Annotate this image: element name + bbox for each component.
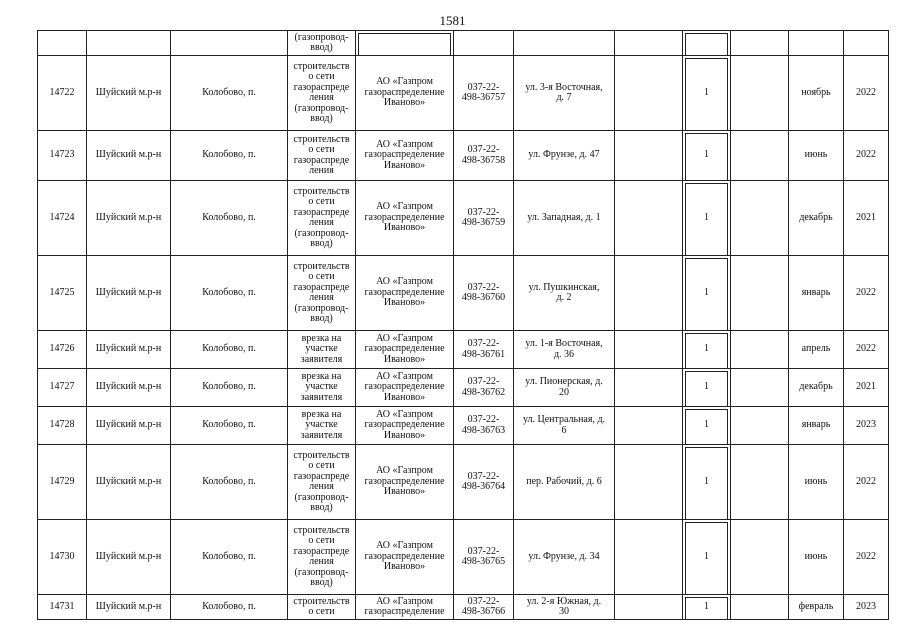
quantity-cell: 1 xyxy=(683,131,731,181)
empty-cell xyxy=(615,56,683,131)
table-row xyxy=(38,407,889,445)
year-cell: 2021 xyxy=(844,369,889,407)
month-cell: ноябрь xyxy=(789,56,844,131)
locality-cell: Колобово, п. xyxy=(171,256,288,331)
code-cell: 037-22- 498-36759 xyxy=(454,181,514,256)
address-cell: ул. Центральная, д. 6 xyxy=(514,407,615,445)
quantity-cell: 1 xyxy=(683,256,731,331)
address-cell: ул. 1-я Восточная, д. 36 xyxy=(514,331,615,369)
empty-cell xyxy=(731,445,789,520)
district-cell: Шуйский м.р-н xyxy=(87,520,171,595)
code-cell: 037-22- 498-36758 xyxy=(454,131,514,181)
year-cell: 2022 xyxy=(844,445,889,520)
table-row xyxy=(38,595,889,620)
empty-cell xyxy=(731,131,789,181)
page-number: 1581 xyxy=(439,13,466,28)
district-cell: Шуйский м.р-н xyxy=(87,56,171,131)
table-row xyxy=(38,181,889,256)
organization-cell: АО «Газпром газораспределение Иваново» xyxy=(356,369,454,407)
locality-cell: Колобово, п. xyxy=(171,407,288,445)
empty-cell xyxy=(731,56,789,131)
empty-cell xyxy=(731,407,789,445)
address-cell: ул. Пушкинская, д. 2 xyxy=(514,256,615,331)
quantity-cell: 1 xyxy=(683,595,731,620)
table-row xyxy=(38,445,889,520)
district-cell: Шуйский м.р-н xyxy=(87,369,171,407)
organization-cell: АО «Газпром газораспределение Иваново» xyxy=(356,256,454,331)
code-cell: 037-22- 498-36763 xyxy=(454,407,514,445)
year-cell: 2023 xyxy=(844,595,889,620)
year-cell: 2021 xyxy=(844,181,889,256)
month-cell: декабрь xyxy=(789,369,844,407)
month-cell: январь xyxy=(789,256,844,331)
empty-cell xyxy=(615,407,683,445)
code-cell: 037-22- 498-36764 xyxy=(454,445,514,520)
locality-cell: Колобово, п. xyxy=(171,445,288,520)
empty-cell xyxy=(615,256,683,331)
table-row xyxy=(38,256,889,331)
month-cell: июнь xyxy=(789,131,844,181)
district-cell: Шуйский м.р-н xyxy=(87,131,171,181)
table-row xyxy=(38,520,889,595)
organization-cell: АО «Газпром газораспределение Иваново» xyxy=(356,331,454,369)
organization-cell: АО «Газпром газораспределение Иваново» xyxy=(356,520,454,595)
table-row xyxy=(38,331,889,369)
work-type-cell: строительств о сети xyxy=(288,595,356,620)
work-type-cell: строительств о сети газораспреде ления (газопровод- ввод) xyxy=(288,520,356,595)
row-number-cell: 14723 xyxy=(38,131,87,181)
locality-cell: Колобово, п. xyxy=(171,56,288,131)
district-cell: Шуйский м.р-н xyxy=(87,256,171,331)
code-cell: 037-22- 498-36765 xyxy=(454,520,514,595)
empty-cell xyxy=(615,131,683,181)
work-type-cell: строительств о сети газораспреде ления (газопровод- ввод) xyxy=(288,445,356,520)
table-row xyxy=(38,56,889,131)
empty-cell xyxy=(615,595,683,620)
row-number-cell: 14727 xyxy=(38,369,87,407)
row-number-cell: 14729 xyxy=(38,445,87,520)
year-cell: 2022 xyxy=(844,520,889,595)
month-cell: февраль xyxy=(789,595,844,620)
organization-cell: АО «Газпром газораспределение Иваново» xyxy=(356,181,454,256)
empty-cell xyxy=(731,369,789,407)
year-cell: 2022 xyxy=(844,256,889,331)
district-cell: Шуйский м.р-н xyxy=(87,181,171,256)
month-cell: январь xyxy=(789,407,844,445)
empty-cell xyxy=(615,520,683,595)
locality-cell: Колобово, п. xyxy=(171,131,288,181)
table-body xyxy=(38,31,889,620)
quantity-cell: 1 xyxy=(683,520,731,595)
empty-cell xyxy=(615,331,683,369)
address-cell: ул. Фрунзе, д. 34 xyxy=(514,520,615,595)
empty-cell xyxy=(731,256,789,331)
organization-cell: АО «Газпром газораспределение Иваново» xyxy=(356,407,454,445)
address-cell: ул. 2-я Южная, д. 30 xyxy=(514,595,615,620)
month-cell: апрель xyxy=(789,331,844,369)
empty-cell xyxy=(615,369,683,407)
code-cell: 037-22- 498-36761 xyxy=(454,331,514,369)
row-number-cell: 14724 xyxy=(38,181,87,256)
locality-cell: Колобово, п. xyxy=(171,331,288,369)
organization-cell: АО «Газпром газораспределение Иваново» xyxy=(356,131,454,181)
address-cell: ул. 3-я Восточная, д. 7 xyxy=(514,56,615,131)
month-cell: июнь xyxy=(789,445,844,520)
year-cell: 2022 xyxy=(844,56,889,131)
year-cell: 2022 xyxy=(844,131,889,181)
district-cell: Шуйский м.р-н xyxy=(87,595,171,620)
locality-cell: Колобово, п. xyxy=(171,520,288,595)
table-row xyxy=(38,131,889,181)
organization-cell: АО «Газпром газораспределение Иваново» xyxy=(356,56,454,131)
work-type-cell: строительств о сети газораспреде ления (газопровод- ввод) xyxy=(288,56,356,131)
address-cell: пер. Рабочий, д. 6 xyxy=(514,445,615,520)
empty-cell xyxy=(731,181,789,256)
work-type-cell: строительств о сети газораспреде ления (газопровод- ввод) xyxy=(288,181,356,256)
empty-cell xyxy=(615,181,683,256)
work-type-cell: строительств о сети газораспреде ления xyxy=(288,131,356,181)
code-cell: 037-22- 498-36766 xyxy=(454,595,514,620)
quantity-cell: 1 xyxy=(683,369,731,407)
quantity-cell: 1 xyxy=(683,445,731,520)
empty-cell xyxy=(731,520,789,595)
work-type-cell: строительств о сети газораспреде ления (газопровод- ввод) xyxy=(288,256,356,331)
quantity-cell: 1 xyxy=(683,56,731,131)
work-type-cell: врезка на участке заявителя xyxy=(288,331,356,369)
empty-cell xyxy=(731,331,789,369)
district-cell: Шуйский м.р-н xyxy=(87,407,171,445)
code-cell: 037-22- 498-36762 xyxy=(454,369,514,407)
district-cell: Шуйский м.р-н xyxy=(87,331,171,369)
row-number-cell: 14731 xyxy=(38,595,87,620)
quantity-cell: 1 xyxy=(683,407,731,445)
district-cell: Шуйский м.р-н xyxy=(87,445,171,520)
row-number-cell: 14722 xyxy=(38,56,87,131)
year-cell: 2022 xyxy=(844,331,889,369)
empty-cell xyxy=(731,595,789,620)
work-type-cell: врезка на участке заявителя xyxy=(288,407,356,445)
table-row xyxy=(38,31,889,56)
row-number-cell: 14730 xyxy=(38,520,87,595)
organization-cell: АО «Газпром газораспределение Иваново» xyxy=(356,445,454,520)
work-type-cell: врезка на участке заявителя xyxy=(288,369,356,407)
code-cell: 037-22- 498-36760 xyxy=(454,256,514,331)
quantity-cell: 1 xyxy=(683,331,731,369)
address-cell: ул. Западная, д. 1 xyxy=(514,181,615,256)
empty-cell xyxy=(615,445,683,520)
row-number-cell: 14728 xyxy=(38,407,87,445)
month-cell: июнь xyxy=(789,520,844,595)
row-number-cell: 14725 xyxy=(38,256,87,331)
quantity-cell: 1 xyxy=(683,181,731,256)
organization-cell: АО «Газпром газораспределение xyxy=(356,595,454,620)
gas-connection-table xyxy=(37,30,889,620)
address-cell: ул. Фрунзе, д. 47 xyxy=(514,131,615,181)
locality-cell: Колобово, п. xyxy=(171,181,288,256)
work-type-cell: (газопровод- ввод) xyxy=(288,31,356,56)
table-row xyxy=(38,369,889,407)
row-number-cell: 14726 xyxy=(38,331,87,369)
locality-cell: Колобово, п. xyxy=(171,595,288,620)
address-cell: ул. Пионерская, д. 20 xyxy=(514,369,615,407)
locality-cell: Колобово, п. xyxy=(171,369,288,407)
month-cell: декабрь xyxy=(789,181,844,256)
year-cell: 2023 xyxy=(844,407,889,445)
code-cell: 037-22- 498-36757 xyxy=(454,56,514,131)
